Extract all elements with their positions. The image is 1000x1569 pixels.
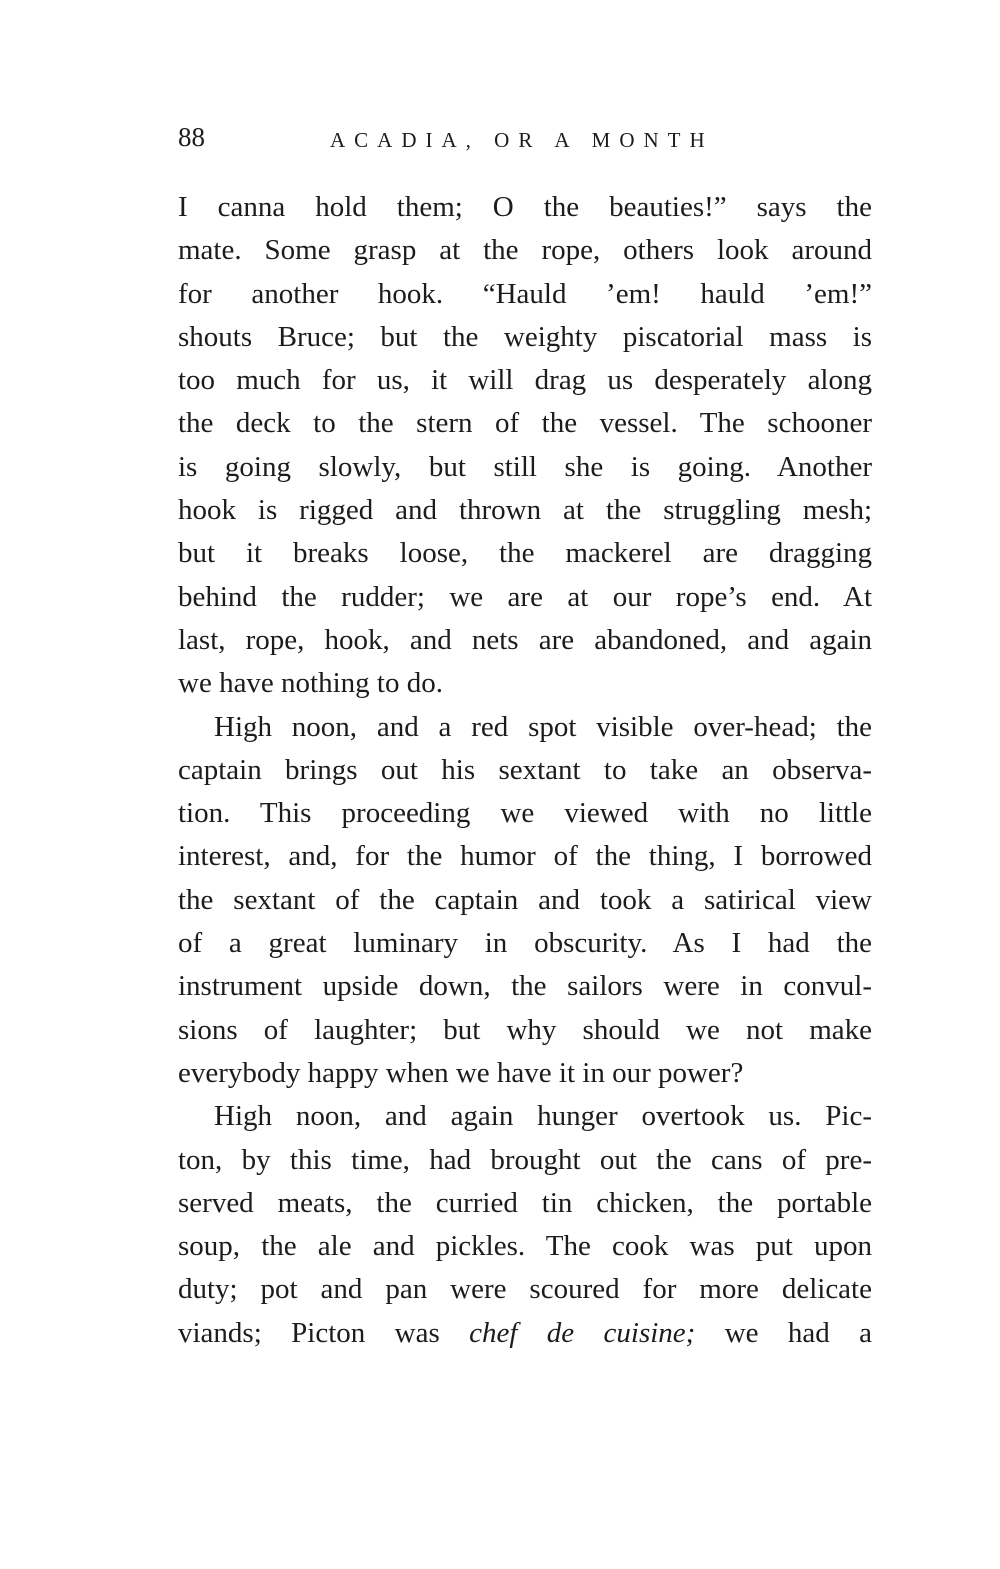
text-line: for another hook. “Hauld ’em! hauld ’em!”	[178, 277, 872, 310]
text-line: of a great luminary in obscurity. As I had the	[178, 927, 872, 960]
text-line: shouts Bruce; but the weighty piscatorial mass is	[178, 320, 872, 353]
text-line: we have nothing to do.	[178, 667, 443, 700]
text-line: behind the rudder; we are at our rope’s end. At	[178, 580, 872, 613]
final-line-start: viands; Picton was	[178, 1316, 440, 1349]
paragraph-2	[178, 706, 872, 1096]
text-line: too much for us, it will drag us desperately along	[178, 364, 872, 397]
text-line: instrument upside down, the sailors were in convul-	[178, 970, 872, 1003]
text-line: interest, and, for the humor of the thing, I borrowed	[178, 840, 872, 873]
page-number: 88	[178, 122, 205, 152]
page-header	[178, 122, 738, 162]
text-line: captain brings out his sextant to take an observa-	[178, 753, 872, 786]
text-line: duty; pot and pan were scoured for more delicate	[178, 1273, 872, 1306]
running-head: ACADIA, OR A MONTH	[330, 128, 714, 152]
text-line: ton, by this time, had brought out the cans of pre-	[178, 1143, 872, 1176]
text-line: I canna hold them; O the beauties!” says the	[178, 191, 872, 223]
text-line: the sextant of the captain and took a satirical view	[178, 883, 872, 916]
final-line-end: we had a	[724, 1316, 872, 1349]
text-line: mate. Some grasp at the rope, others look around	[178, 234, 872, 267]
text-line: hook is rigged and thrown at the struggling mesh;	[178, 494, 872, 527]
text-line: everybody happy when we have it in our power?	[178, 1056, 744, 1089]
text-line: High noon, and again hunger overtook us. Pic-	[214, 1100, 872, 1133]
text-line: last, rope, hook, and nets are abandoned, and again	[178, 623, 872, 656]
text-line: sions of laughter; but why should we not make	[178, 1013, 872, 1046]
text-line: served meats, the curried tin chicken, the portable	[178, 1186, 872, 1219]
text-line: soup, the ale and pickles. The cook was put upon	[178, 1230, 872, 1263]
body-text	[178, 186, 872, 1355]
paragraph-1	[178, 186, 872, 706]
text-line: the deck to the stern of the vessel. The schooner	[178, 407, 872, 440]
paragraph-3	[178, 1095, 872, 1355]
text-line: tion. This proceeding we viewed with no little	[178, 797, 872, 830]
text-line: High noon, and a red spot visible over-head; the	[214, 710, 872, 743]
text-line: but it breaks loose, the mackerel are dragging	[178, 537, 872, 570]
final-line-italic: chef de cuisine;	[469, 1316, 696, 1349]
text-line: is going slowly, but still she is going. Another	[178, 450, 872, 483]
text-line-final	[178, 1312, 872, 1355]
